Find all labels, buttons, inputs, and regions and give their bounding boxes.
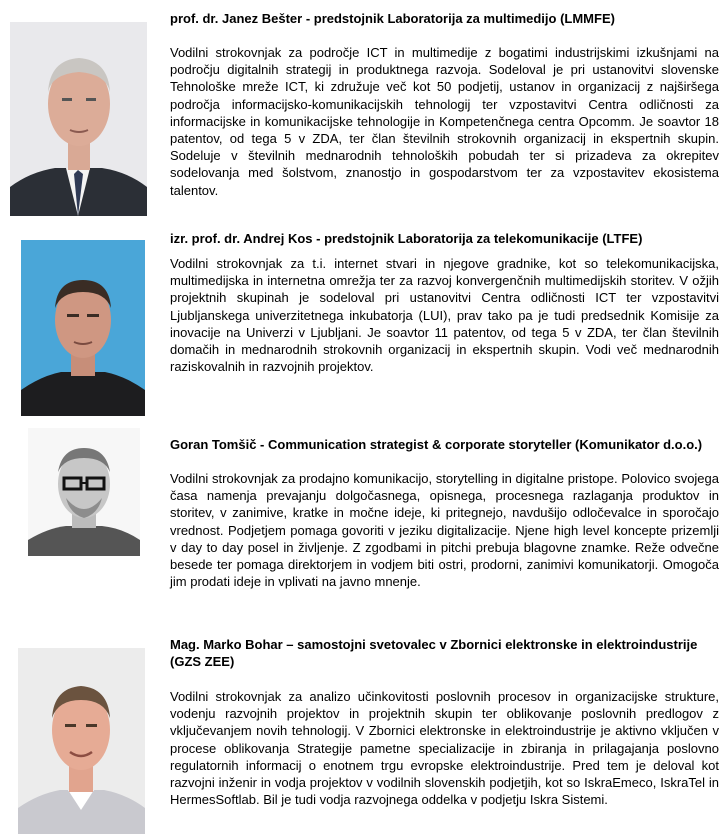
person-bio: Vodilni strokovnjak za analizo učinkovitosti poslovnih procesov in organizacijske strukture, vodenju razvojnih projektov in projektnih skupin ter oblikovanje poslovnih predlogov z vključevanjem novih tehnologij. V Zbornici elektronske in elektroindustrije je aktivno vključen v procese oblikovanja Strategije pametne specializacije in zbiranja in prilagajanja poslovno regulatornih informacij o enotnem trgu evropske elektroindustrije. Pred tem je deloval kot razvojni inženir in vodja projektov v vodilnih slovenskih podjetjih, kot so IskraEmeco, IskraTel in HermesSoftlab. Bil je tudi vodja razvojnega oddelka v podjetju Iskra Sistemi. (170, 689, 719, 808)
portrait-photo (21, 240, 145, 416)
portrait-photo (10, 22, 147, 216)
person-name-text: Goran Tomšič - Communication strategist & corporate storyteller (Komunikator d.o.o.) (170, 437, 703, 452)
person-name: prof. dr. Janez Bešter - predstojnik Laboratorija za multimedijo (LMMFE) (170, 11, 615, 26)
person-name: izr. prof. dr. Andrej Kos - predstojnik Laboratorija za telekomunikacije (LTFE) (170, 231, 643, 246)
portrait-photo (28, 428, 140, 556)
portrait-photo (18, 648, 145, 834)
person-name (170, 436, 719, 453)
person-name: Mag. Marko Bohar – samostojni svetovalec v Zbornici elektronske in elektroindustrije (GZS ZEE) (170, 637, 698, 669)
person-bio: Vodilni strokovnjak za področje ICT in multimedije z bogatimi industrijskimi izkušnjami na področju digitalnih strategij in produktnega razvoja. Sodeloval je pri ustanovitvi slovenske Tehnološke mreže ICT, ki združuje več kot 50 podjetij, ustanov in organizacij z najširšega področja informacijsko-komunikacijskih tehnologij ter vzpostavitvi Centra odličnosti za informacijske in komunikacijske tehnologije in Kompetenčnega centra Opcomm. Je soavtor 18 patentov, od tega 5 v ZDA, ter član številnih strokovnih organizacij in ekspertnih skupin. Sodeluje v številnih mednarodnih tehnoloških pobudah ter si prizadeva za okrepitev sodelovanja med šolstvom, znanostjo in gospodarstvom ter za vzpostavitev ekosistema talentov. (170, 45, 719, 198)
person-bio: Vodilni strokovnjak za t.i. internet stvari in njegove gradnike, kot so telekomunikacijska, multimedijska in internetna omrežja ter za razvoj konvergenčnih multimedijskih storitev. V ožjih projektnih skupinah je sodeloval pri ustanovitvi Centra odličnosti ICT ter vzpostavitvi Ljubljanskega univerzitetnega inkubatorja (LUI), prav tako pa je tudi predsednik Komisije za inovacije na Univerzi v Ljubljani. Je soavtor 11 patentov, od tega 5 v ZDA, ter član številnih domačih in mednarodnih strokovnih organizacij in ekspertnih skupin. Vodi več mednarodnih raziskovalnih in razvojnih projektov. (170, 256, 719, 375)
person-bio: Vodilni strokovnjak za prodajno komunikacijo, storytelling in digitalne pristope. Polovico svojega časa namenja prevajanju dolgočasnega, opisnega, procesnega razlaganja produktov in storitev, v zanimive, kratke in močne ideje, ki pritegnejo, navdušijo odločevalce in sporočajo vrednost. Podjetjem pomaga govoriti v jeziku digitalizacije. Njene high level koncepte prizemlji v day to day posel in življenje. Z zgodbami in pitchi prebuja blagovne znamke. Reže odvečne besede ter pomaga direktorjem in vodjem biti ostri, prodorni, zanimivi komunikatorji. Omogoča jim prodati ideje in vplivati na javno mnenje. (170, 471, 719, 590)
